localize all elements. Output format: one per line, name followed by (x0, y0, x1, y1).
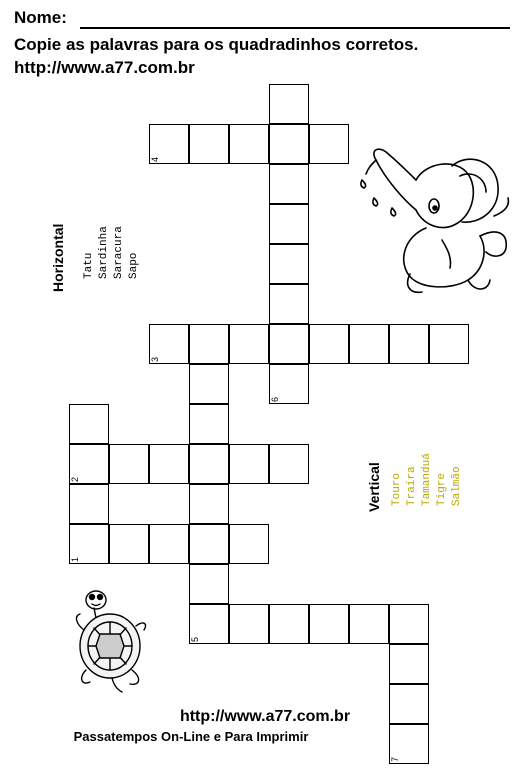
crossword-cell[interactable] (429, 324, 469, 364)
crossword-cell[interactable] (269, 324, 309, 364)
crossword-cell[interactable] (269, 204, 309, 244)
clue-number-3: 3 (150, 356, 160, 362)
crossword-cell[interactable] (229, 324, 269, 364)
horizontal-word-1: Tatu (83, 252, 95, 279)
crossword-cell[interactable] (229, 604, 269, 644)
crossword-cell[interactable] (269, 444, 309, 484)
crossword-cell[interactable] (149, 324, 189, 364)
clue-number-6: 6 (270, 396, 280, 402)
crossword-cell[interactable] (389, 604, 429, 644)
crossword-cell[interactable] (69, 524, 109, 564)
vertical-word-4: Tigre (436, 472, 448, 506)
crossword-cell[interactable] (269, 284, 309, 324)
crossword-cell[interactable] (189, 404, 229, 444)
clue-number-5: 5 (190, 636, 200, 642)
crossword-cell[interactable] (189, 564, 229, 604)
crossword-cell[interactable] (269, 124, 309, 164)
footer-url: http://www.a77.com.br (179, 708, 351, 725)
crossword-cell[interactable] (309, 124, 349, 164)
crossword-cell[interactable] (269, 244, 309, 284)
crossword-cell[interactable] (269, 84, 309, 124)
crossword-cell[interactable] (269, 164, 309, 204)
crossword-cell[interactable] (189, 604, 229, 644)
crossword-cell[interactable] (349, 324, 389, 364)
crossword-cell[interactable] (189, 324, 229, 364)
name-label: Nome: (14, 8, 67, 27)
footer-tagline: Passatempos On-Line e Para Imprimir (73, 729, 309, 744)
crossword-cell[interactable] (389, 324, 429, 364)
vertical-word-1: Touro (391, 472, 403, 506)
horizontal-title: Horizontal (50, 223, 66, 292)
header-url: http://www.a77.com.br (14, 58, 195, 77)
vertical-word-5: Salmão (451, 466, 463, 506)
crossword-cell[interactable] (189, 524, 229, 564)
clue-number-7: 7 (390, 756, 400, 762)
vertical-title: Vertical (366, 462, 382, 512)
crossword-cell[interactable] (389, 644, 429, 684)
clue-number-4: 4 (150, 156, 160, 162)
crossword-cell[interactable] (269, 364, 309, 404)
crossword-cell[interactable] (109, 524, 149, 564)
horizontal-word-3: Saracura (113, 226, 125, 279)
crossword-cell[interactable] (229, 524, 269, 564)
clue-number-1: 1 (70, 556, 80, 562)
crossword-cell[interactable] (69, 484, 109, 524)
crossword-cell[interactable] (189, 364, 229, 404)
crossword-cell[interactable] (149, 444, 189, 484)
crossword-cell[interactable] (69, 404, 109, 444)
crossword-cell[interactable] (349, 604, 389, 644)
elephant-illustration-icon (356, 140, 516, 300)
crossword-cell[interactable] (309, 604, 349, 644)
crossword-cell[interactable] (309, 324, 349, 364)
crossword-cell[interactable] (189, 444, 229, 484)
clue-number-2: 2 (70, 476, 80, 482)
crossword-cell[interactable] (189, 124, 229, 164)
horizontal-word-2: Sardinha (98, 226, 110, 279)
crossword-cell[interactable] (69, 444, 109, 484)
crossword-cell[interactable] (229, 124, 269, 164)
crossword-cell[interactable] (149, 524, 189, 564)
horizontal-word-list (50, 224, 66, 292)
crossword-cell[interactable] (189, 484, 229, 524)
crossword-cell[interactable] (109, 444, 149, 484)
vertical-word-2: Traíra (406, 466, 418, 506)
turtle-illustration-icon (72, 586, 152, 696)
vertical-word-3: Tamanduá (421, 453, 433, 506)
instruction-text: Copie as palavras para os quadradinhos corretos. (14, 35, 419, 54)
horizontal-word-4: Sapo (128, 252, 140, 279)
crossword-cell[interactable] (229, 444, 269, 484)
crossword-cell[interactable] (269, 604, 309, 644)
crossword-cell[interactable] (149, 124, 189, 164)
